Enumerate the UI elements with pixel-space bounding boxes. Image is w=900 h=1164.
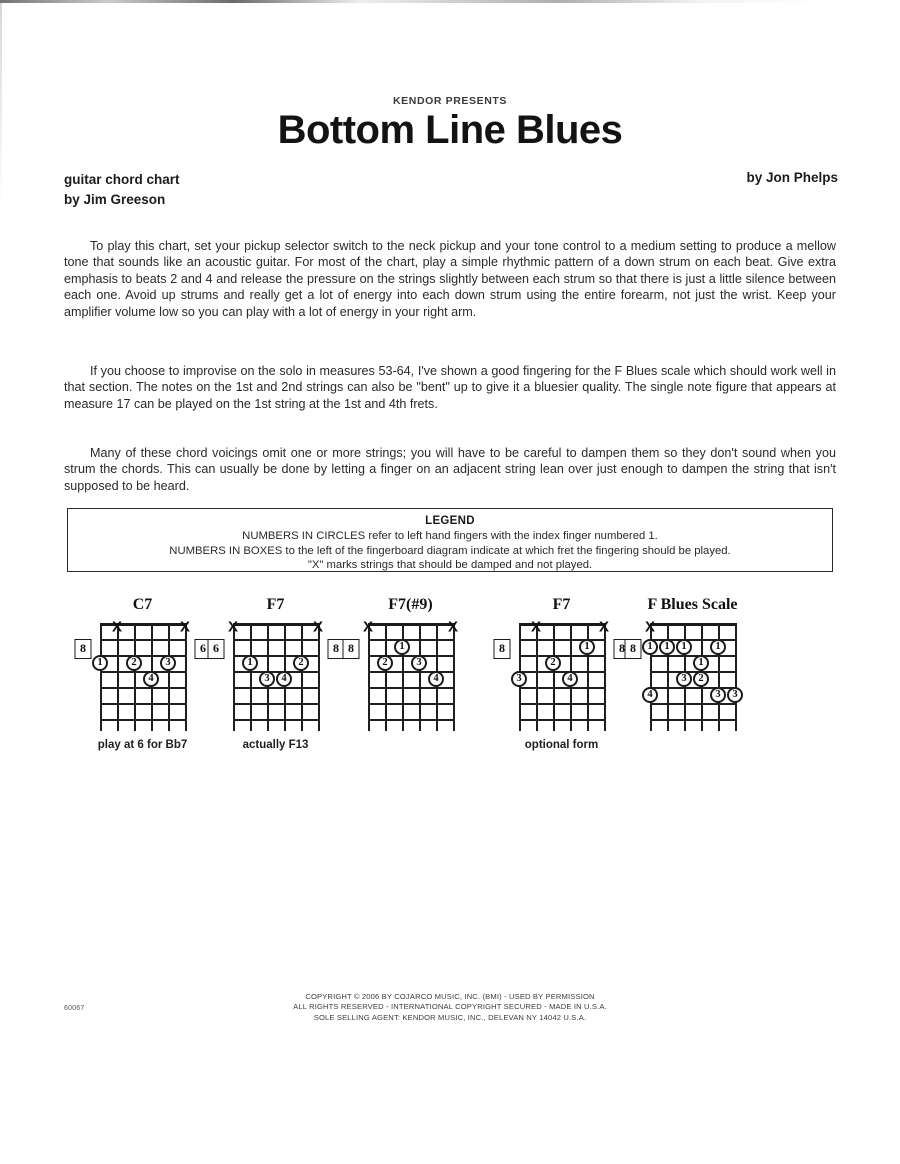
chart-arranger-label: by Jim Greeson [64, 191, 166, 207]
legend-line-circles: NUMBERS IN CIRCLES refer to left hand fingers with the index finger numbered 1. [242, 530, 658, 542]
fret-line [650, 703, 735, 705]
chord-diagram-row [0, 596, 900, 756]
muted-string-x-icon: X [447, 618, 459, 636]
finger-dot: 1 [676, 639, 692, 655]
fret-line [100, 687, 185, 689]
finger-dot: 1 [693, 655, 709, 671]
string-line [735, 623, 737, 731]
finger-dot: 3 [259, 671, 275, 687]
copyright-line-1: COPYRIGHT © 2006 BY COJARCO MUSIC, INC. (BMI) - USED BY PERMISSION [305, 992, 595, 1001]
fret-position-box-left: 8 [625, 639, 642, 659]
finger-dot: 4 [276, 671, 292, 687]
finger-dot: 4 [143, 671, 159, 687]
string-line [368, 623, 370, 731]
muted-string-x-icon: X [312, 618, 324, 636]
finger-dot: 3 [411, 655, 427, 671]
finger-dot: 2 [126, 655, 142, 671]
finger-dot: 1 [710, 639, 726, 655]
fret-line [100, 639, 185, 641]
page-title: Bottom Line Blues [277, 108, 623, 152]
chord-name: F7 [266, 596, 285, 613]
finger-dot: 2 [293, 655, 309, 671]
fret-line [233, 639, 318, 641]
fret-line [233, 719, 318, 721]
legend-box [67, 508, 833, 572]
fretboard-grid [644, 618, 738, 719]
finger-dot: 1 [642, 639, 658, 655]
chord-name: C7 [132, 596, 153, 613]
fret-position-box-left: 6 [208, 639, 225, 659]
muted-string-x-icon: X [530, 618, 542, 636]
chord-caption: actually F13 [242, 739, 309, 751]
fretboard-grid [362, 618, 459, 719]
nut-line [650, 623, 735, 626]
fret-line [368, 719, 453, 721]
fret-line [368, 639, 453, 641]
fret-line [519, 655, 604, 657]
instruction-paragraph-3: Many of these chord voicings omit one or more strings; you will have to be careful to dampen them so they don't sound when you strum the chords. This can usually be done by letting a finger on an adjacent string lean over just enough to dampen the string that isn't supposed to be heard. [64, 445, 836, 493]
fret-line [368, 687, 453, 689]
string-line [100, 623, 102, 731]
string-line [385, 623, 387, 731]
muted-string-x-icon: X [362, 618, 374, 636]
finger-dot: 4 [562, 671, 578, 687]
finger-dot: 2 [693, 671, 709, 687]
finger-dot: 3 [511, 671, 527, 687]
string-line [604, 623, 606, 731]
finger-dot: 3 [160, 655, 176, 671]
muted-string-x-icon: X [644, 618, 656, 636]
nut-line [368, 623, 453, 626]
muted-string-x-icon: X [598, 618, 610, 636]
fret-line [650, 671, 735, 673]
chord-name: F Blues Scale [647, 596, 738, 613]
finger-dot: 4 [642, 687, 658, 703]
muted-string-x-icon: X [111, 618, 123, 636]
fret-line [233, 671, 318, 673]
finger-dot: 1 [394, 639, 410, 655]
finger-dot: 1 [579, 639, 595, 655]
string-line [553, 623, 555, 731]
legend-title: LEGEND [425, 515, 475, 527]
finger-dot: 2 [377, 655, 393, 671]
finger-dot: 3 [710, 687, 726, 703]
chart-credit-right: by Jon Phelps [746, 170, 838, 185]
muted-string-x-icon: X [179, 618, 191, 636]
fret-line [650, 655, 735, 657]
string-line [168, 623, 170, 731]
fret-line [519, 671, 604, 673]
publisher-presents-line: KENDOR PRESENTS [392, 95, 507, 107]
fretboard-grid [97, 618, 191, 719]
instruction-paragraph-2: If you choose to improvise on the solo in measures 53-64, I've shown a good fingering for the F Blues scale which should work well in that section. The notes on the 1st and 2nd strings can also be "bent" up to give it a bluesier quality. The single note figure that appears at measure 17 can be played on the 1st string at the 1st and 4th frets. [64, 363, 836, 411]
fret-line [519, 703, 604, 705]
fret-position-box-right: 8 [614, 639, 631, 659]
fret-position-box-left: 8 [343, 639, 360, 659]
catalog-number: 60067 [64, 1005, 85, 1012]
fret-line [519, 719, 604, 721]
muted-string-x-icon: X [227, 618, 239, 636]
finger-dot: 1 [242, 655, 258, 671]
fret-position-box-right: 8 [328, 639, 345, 659]
string-line [117, 623, 119, 731]
fret-line [100, 719, 185, 721]
fret-line [233, 687, 318, 689]
legend-line-boxes: NUMBERS IN BOXES to the left of the fingerboard diagram indicate at which fret the fingering should be played. [169, 544, 731, 557]
fret-line [650, 719, 735, 721]
legend-line-x-marks: "X" marks strings that should be damped and not played. [307, 559, 593, 572]
fretboard-grid [516, 618, 610, 719]
string-line [301, 623, 303, 731]
finger-dot: 3 [727, 687, 743, 703]
finger-dot: 3 [676, 671, 692, 687]
string-line [536, 623, 538, 731]
fret-position-box-left: 8 [494, 639, 511, 659]
chart-credit-left [64, 170, 180, 209]
chord-caption: optional form [524, 739, 599, 751]
fret-line [100, 703, 185, 705]
fretboard-grid [227, 618, 324, 719]
string-line [250, 623, 252, 731]
string-line [134, 623, 136, 731]
chord-name: F7(#9) [388, 596, 433, 613]
chart-type-label: guitar chord chart [64, 172, 180, 187]
chord-caption: play at 6 for Bb7 [97, 739, 188, 751]
finger-dot: 4 [428, 671, 444, 687]
finger-dot: 1 [659, 639, 675, 655]
copyright-block [0, 992, 900, 1023]
chord-name: F7 [552, 596, 571, 613]
finger-dot: 2 [545, 655, 561, 671]
finger-dot: 1 [92, 655, 108, 671]
instruction-paragraph-1: To play this chart, set your pickup selector switch to the neck pickup and your tone control to a medium setting to produce a mellow tone that sounds like an acoustic guitar. For most of the chart, play a simple rhythmic pattern of a down strum on each beat. Give extra emphasis to beats 2 and 4 and release the pressure on the strings slightly between each strum so that there is just a little silence between each one. Avoid up strums and really get a lot of energy into each down strum using the entire forearm, not just the wrist. Keep your amplifier volume low so you can play with a lot of energy in your right arm. [64, 238, 836, 319]
fret-position-box-left: 8 [75, 639, 92, 659]
string-line [419, 623, 421, 731]
string-line [453, 623, 455, 731]
string-line [185, 623, 187, 731]
fret-line [100, 671, 185, 673]
fret-position-box-right: 6 [195, 639, 212, 659]
fret-line [233, 703, 318, 705]
nut-line [233, 623, 318, 626]
string-line [318, 623, 320, 731]
copyright-line-3: SOLE SELLING AGENT: KENDOR MUSIC, INC., DELEVAN NY 14042 U.S.A. [313, 1012, 587, 1022]
string-line [233, 623, 235, 731]
fret-line [368, 703, 453, 705]
fret-line [519, 687, 604, 689]
copyright-line-2: ALL RIGHTS RESERVED - INTERNATIONAL COPYRIGHT SECURED - MADE IN U.S.A. [293, 1002, 607, 1012]
